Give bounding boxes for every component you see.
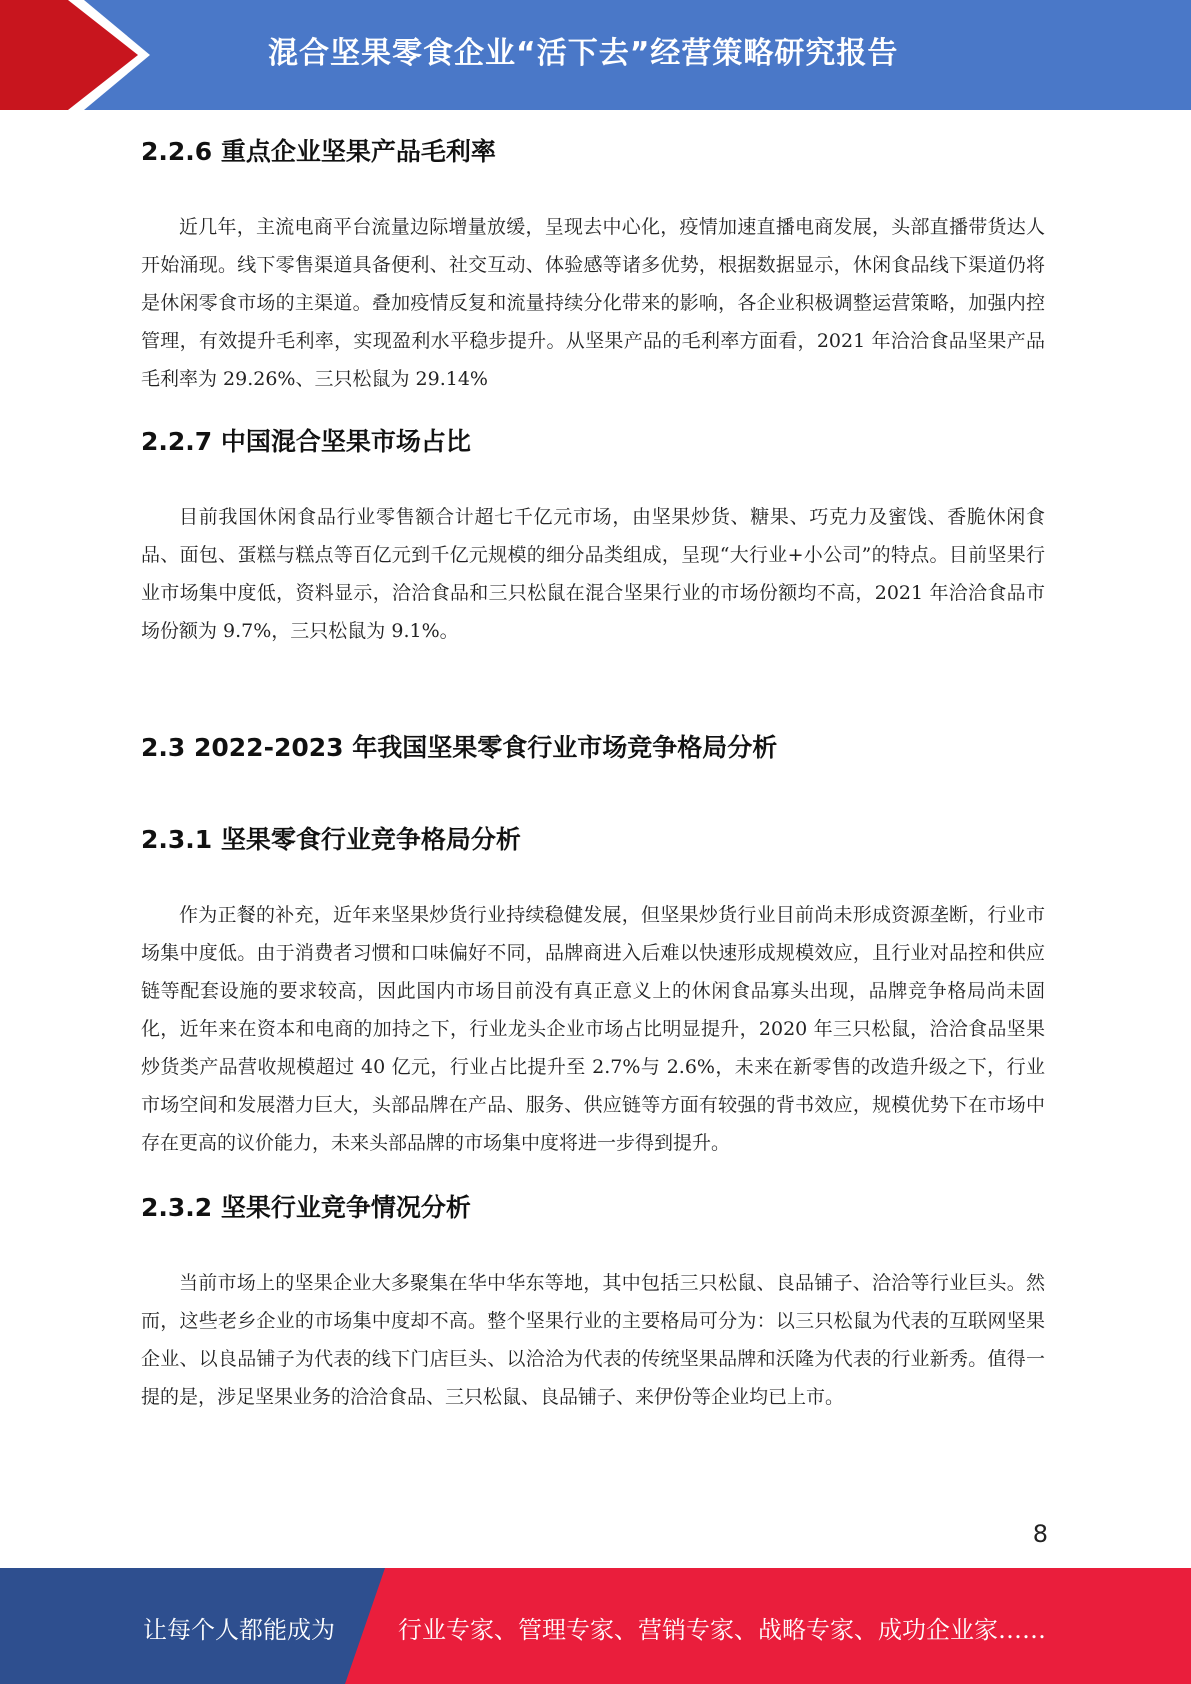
- section-heading-2-2-7: 2.2.7 中国混合坚果市场占比: [141, 427, 471, 456]
- page-number: 8: [1032, 1520, 1048, 1548]
- section-heading-2-2-6: 2.2.6 重点企业坚果产品毛利率: [141, 137, 496, 166]
- chevron-red-decoration: [0, 0, 140, 110]
- footer-banner: [0, 1568, 1191, 1684]
- section-paragraph-2-2-6: 近几年，主流电商平台流量边际增量放缓，呈现去中心化，疫情加速直播电商发展，头部直播带货达人开始涌现。线下零售渠道具备便利、社交互动、体验感等诸多优势，根据数据显示，休闲食品线下渠道仍将是休闲零食市场的主渠道。叠加疫情反复和流量持续分化带来的影响，各企业积极调整运营策略，加强内控管理，有效提升毛利率，实现盈利水平稳步提升。从坚果产品的毛利率方面看，2021 年洽洽食品坚果产品毛利率为 29.26%、三只松鼠为 29.14%: [141, 216, 1045, 390]
- section-heading-2-3-2: 2.3.2 坚果行业竞争情况分析: [141, 1193, 471, 1222]
- main-content: [141, 120, 1045, 1416]
- section-paragraph-2-2-7: 目前我国休闲食品行业零售额合计超七千亿元市场，由坚果炒货、糖果、巧克力及蜜饯、香脆休闲食品、面包、蛋糕与糕点等百亿元到千亿元规模的细分品类组成，呈现“大行业+小公司”的特点。目前坚果行业市场集中度低，资料显示，洽洽食品和三只松鼠在混合坚果行业的市场份额均不高，2021 年洽洽食品市场份额为 9.7%，三只松鼠为 9.1%。: [141, 506, 1045, 642]
- header-banner: [0, 0, 1191, 110]
- footer-slogan-left: 让每个人都能成为: [143, 1616, 335, 1644]
- section-paragraph-2-3-2: 当前市场上的坚果企业大多聚集在华中华东等地，其中包括三只松鼠、良品铺子、洽洽等行业巨头。然而，这些老乡企业的市场集中度却不高。整个坚果行业的主要格局可分为：以三只松鼠为代表的互联网坚果企业、以良品铺子为代表的线下门店巨头、以洽洽为代表的传统坚果品牌和沃隆为代表的行业新秀。值得一提的是，涉足坚果业务的洽洽食品、三只松鼠、良品铺子、来伊份等企业均已上市。: [141, 1272, 1045, 1408]
- footer-slogan-right: 行业专家、管理专家、营销专家、战略专家、成功企业家……: [398, 1616, 1046, 1644]
- section-heading-2-3: 2.3 2022-2023 年我国坚果零食行业市场竞争格局分析: [141, 733, 778, 762]
- section-heading-2-3-1: 2.3.1 坚果零食行业竞争格局分析: [141, 825, 521, 854]
- report-title: 混合坚果零食企业“活下去”经营策略研究报告: [268, 36, 899, 71]
- section-paragraph-2-3-1: 作为正餐的补充，近年来坚果炒货行业持续稳健发展，但坚果炒货行业目前尚未形成资源垄断，行业市场集中度低。由于消费者习惯和口味偏好不同，品牌商进入后难以快速形成规模效应，且行业对品控和供应链等配套设施的要求较高，因此国内市场目前没有真正意义上的休闲食品寡头出现，品牌竞争格局尚未固化，近年来在资本和电商的加持之下，行业龙头企业市场占比明显提升，2020 年三只松鼠，洽洽食品坚果炒货类产品营收规模超过 40 亿元，行业占比提升至 2.7%与 2.6%，未来在新零售的改造升级之下，行业市场空间和发展潜力巨大，头部品牌在产品、服务、供应链等方面有较强的背书效应，规模优势下在市场中存在更高的议价能力，未来头部品牌的市场集中度将进一步得到提升。: [141, 904, 1045, 1154]
